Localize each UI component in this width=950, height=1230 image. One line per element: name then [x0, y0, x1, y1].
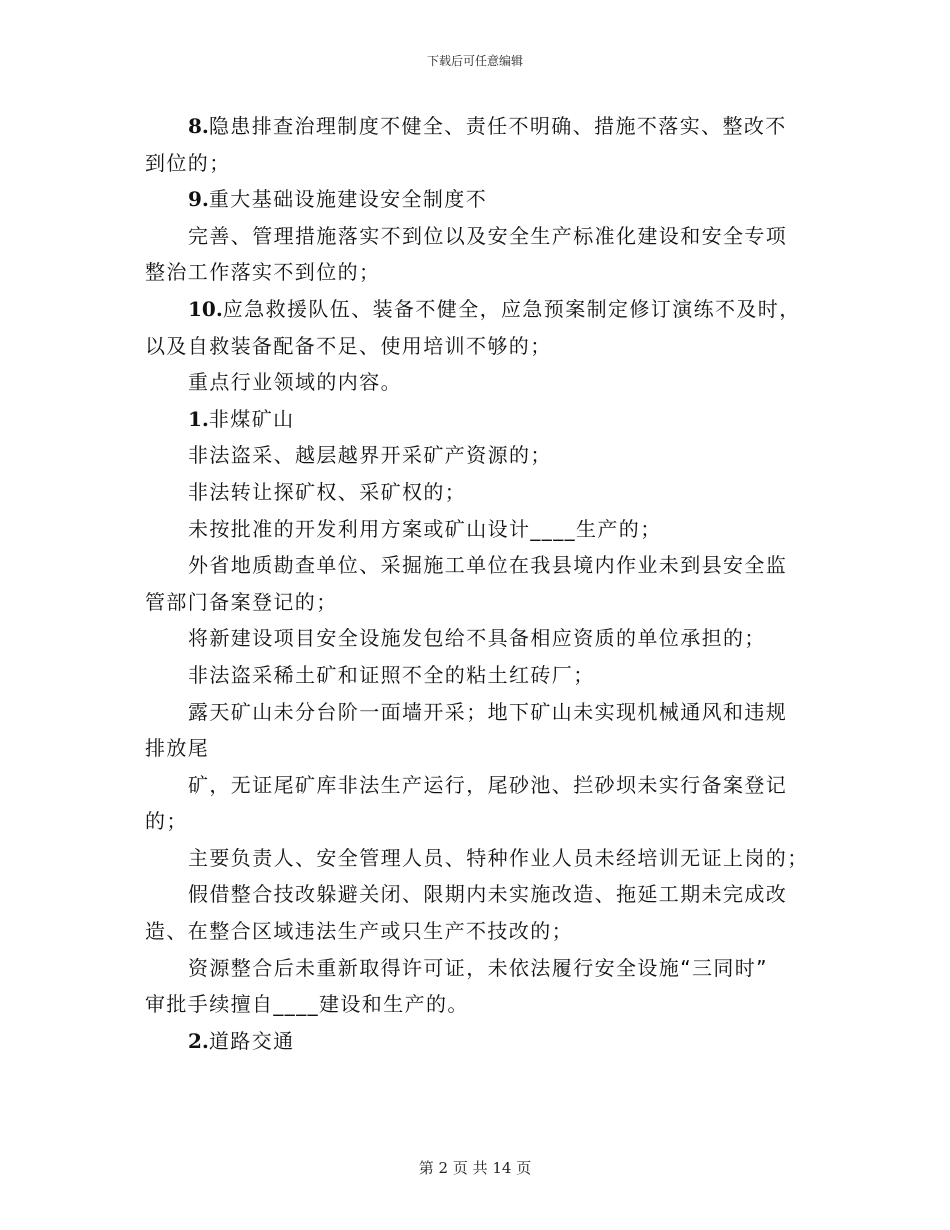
line-text: 非法盗采稀土矿和证照不全的粘土红砖厂；: [188, 662, 595, 687]
line-text: 重大基础设施建设安全制度不: [208, 187, 488, 212]
text-line: [145, 730, 817, 767]
text-line: [145, 584, 817, 621]
line-text: 非煤矿山: [208, 406, 295, 431]
text-line: [145, 620, 817, 657]
line-text: 假借整合技改躲避关闭、限期内未实施改造、拖延工期未完成改: [188, 882, 788, 907]
line-text: 到位的；: [145, 150, 231, 175]
text-line: [145, 328, 817, 365]
line-text: 造、在整合区域违法生产或只生产不技改的；: [145, 919, 573, 944]
line-text: 应急救援队伍、装备不健全，应急预案制定修订演练不及时，: [222, 296, 801, 321]
item-number: 1.: [188, 406, 209, 431]
line-text: 未按批准的开发利用方案或矿山设计____生产的；: [188, 516, 662, 541]
text-line: [145, 950, 817, 987]
item-number: 8.: [188, 114, 209, 138]
line-text: 整治工作落实不到位的；: [145, 260, 381, 285]
text-line: [145, 840, 817, 877]
text-line: [145, 291, 817, 328]
page-header: 下载后可任意编辑: [426, 54, 523, 68]
text-line: [145, 254, 817, 291]
text-line: [145, 364, 817, 401]
text-line: [145, 145, 817, 182]
line-text: 完善、管理措施落实不到位以及安全生产标准化建设和安全专项: [188, 223, 788, 248]
text-line: [145, 657, 817, 694]
text-line: [145, 437, 817, 474]
line-text: 的；: [145, 809, 188, 834]
item-number: 9.: [188, 187, 209, 212]
text-line: [145, 767, 817, 804]
line-text: 主要负责人、安全管理人员、特种作业人员未经培训无证上岗的；: [188, 845, 809, 870]
text-line: [145, 913, 817, 950]
line-text: 管部门备案登记的；: [145, 589, 338, 614]
text-line: [145, 803, 817, 840]
text-line: [145, 108, 817, 145]
text-line: [145, 181, 817, 218]
item-number: 2.: [188, 1028, 209, 1053]
line-text: 隐患排查治理制度不健全、责任不明确、措施不落实、整改不: [208, 114, 787, 138]
line-text: 资源整合后未重新取得许可证，未依法履行安全设施“三同时”: [188, 955, 768, 980]
text-line: [145, 547, 817, 584]
text-line: [145, 218, 817, 255]
text-line: [145, 401, 817, 438]
line-text: 外省地质勘查单位、采掘施工单位在我县境内作业未到县安全监: [188, 553, 788, 578]
line-text: 非法盗采、越层越界开采矿产资源的；: [188, 443, 552, 468]
item-number: 10.: [188, 296, 223, 321]
text-line: [145, 1023, 817, 1060]
line-text: 审批手续擅自____建设和生产的。: [145, 992, 469, 1017]
document-body: [145, 108, 817, 1059]
line-text: 排放尾: [145, 736, 210, 761]
line-text: 矿，无证尾矿库非法生产运行，尾砂池、拦砂坝未实行备案登记: [188, 772, 788, 797]
line-text: 露天矿山未分台阶一面墙开采；地下矿山未实现机械通风和违规: [188, 699, 788, 724]
text-line: [145, 876, 817, 913]
text-line: [145, 694, 817, 731]
text-line: [145, 511, 817, 548]
line-text: 以及自救装备配备不足、使用培训不够的；: [145, 333, 552, 358]
line-text: 将新建设项目安全设施发包给不具备相应资质的单位承担的；: [188, 626, 766, 651]
line-text: 道路交通: [208, 1028, 295, 1053]
text-line: [145, 986, 817, 1023]
text-line: [145, 474, 817, 511]
line-text: 非法转让探矿权、采矿权的；: [188, 479, 467, 504]
line-text: 重点行业领域的内容。: [188, 370, 402, 395]
page-footer: 第 2 页 共 14 页: [418, 1159, 532, 1177]
